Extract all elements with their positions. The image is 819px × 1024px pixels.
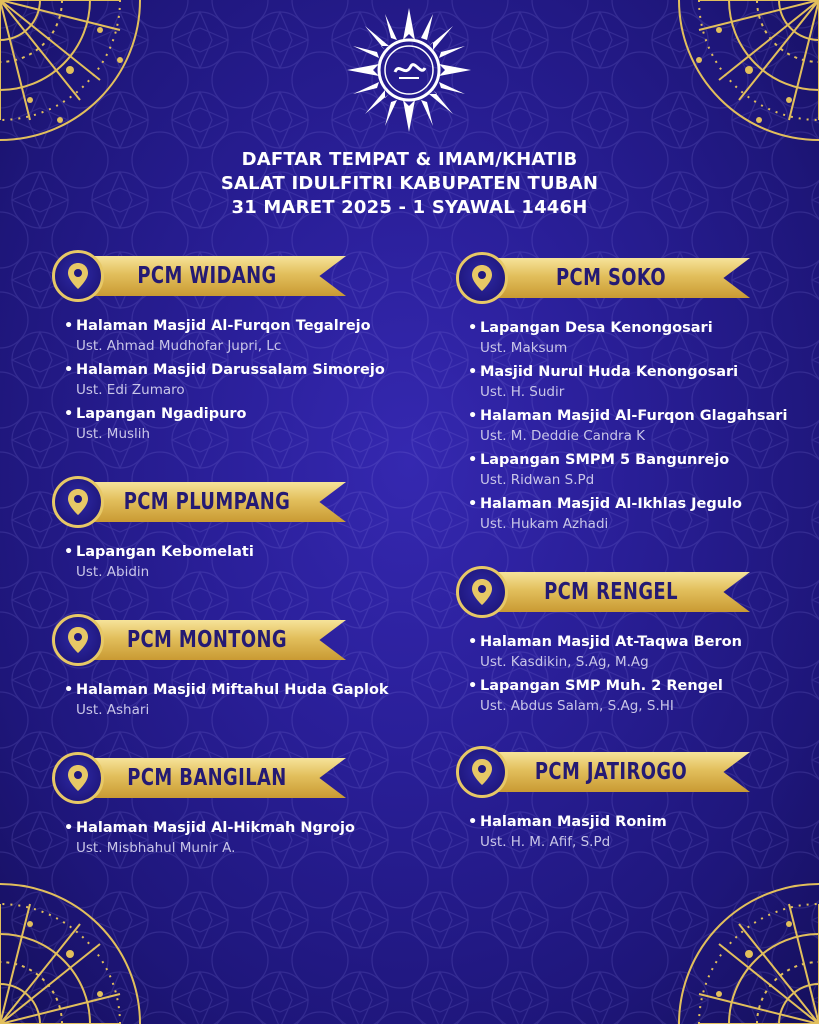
- title-line-2: SALAT IDULFITRI KABUPATEN TUBAN: [220, 173, 599, 194]
- imam-name: Ust. Misbhahul Munir A.: [76, 840, 236, 856]
- place-name: • Halaman Masjid Al-Furqon Glagahsari: [480, 406, 787, 426]
- imam-name: Ust. Muslih: [76, 426, 151, 442]
- location-list: [456, 318, 787, 534]
- imam-name: Ust. Maksum: [480, 340, 568, 356]
- imam-name: Ust. Abidin: [76, 564, 150, 580]
- place-name: • Lapangan Kebomelati: [76, 542, 347, 562]
- section-bangilan: [52, 752, 355, 862]
- location-list: [52, 680, 389, 720]
- section-banner: [52, 476, 347, 528]
- location-pin-icon: [52, 752, 104, 804]
- section-jatirogo: [456, 746, 751, 856]
- gold-mandala-ornament-bottom-right: [669, 874, 819, 1024]
- location-pin-icon: [52, 476, 104, 528]
- list-item: [480, 494, 787, 534]
- section-banner: [456, 566, 751, 618]
- place-name: • Halaman Masjid Al-Furqon Tegalrejo: [76, 316, 385, 336]
- place-name: • Halaman Masjid At-Taqwa Beron: [480, 632, 751, 652]
- gold-mandala-ornament-top-left: [0, 0, 150, 150]
- location-list: [52, 542, 347, 582]
- location-pin-icon: [456, 252, 508, 304]
- location-pin-icon: [52, 614, 104, 666]
- section-banner: [456, 252, 751, 304]
- list-item: [480, 406, 787, 446]
- place-name: • Lapangan SMPM 5 Bangunrejo: [480, 450, 787, 470]
- section-banner: [52, 752, 347, 804]
- section-label: PCM RENGEL: [544, 579, 678, 605]
- list-item: [480, 362, 787, 402]
- section-widang: [52, 250, 385, 448]
- section-label: PCM PLUMPANG: [123, 489, 291, 515]
- place-name: • Halaman Masjid Ronim: [480, 812, 751, 832]
- location-pin-icon: [456, 746, 508, 798]
- location-list: [52, 818, 355, 858]
- location-list: [52, 316, 385, 444]
- place-name: • Halaman Masjid Al-Hikmah Ngrojo: [76, 818, 355, 838]
- page-title: [0, 148, 819, 220]
- muhammadiyah-sun-logo: [345, 6, 473, 134]
- imam-name: Ust. Ahmad Mudhofar Jupri, Lc: [76, 338, 282, 354]
- list-item: [76, 680, 389, 720]
- section-label: PCM SOKO: [555, 265, 667, 291]
- section-plumpang: [52, 476, 347, 586]
- section-soko: [456, 252, 787, 538]
- location-pin-icon: [52, 250, 104, 302]
- location-list: [456, 632, 751, 716]
- imam-name: Ust. Kasdikin, S.Ag, M.Ag: [480, 654, 649, 670]
- imam-name: Ust. Ridwan S.Pd: [480, 472, 595, 488]
- list-item: [480, 812, 751, 852]
- imam-name: Ust. Abdus Salam, S.Ag, S.HI: [480, 698, 674, 714]
- section-label: PCM MONTONG: [126, 627, 288, 653]
- list-item: [76, 316, 385, 356]
- section-label: PCM BANGILAN: [127, 765, 287, 791]
- imam-name: Ust. H. M. Afif, S.Pd: [480, 834, 611, 850]
- section-label: PCM WIDANG: [137, 263, 277, 289]
- title-line-3: 31 MARET 2025 - 1 SYAWAL 1446H: [231, 197, 588, 218]
- place-name: • Halaman Masjid Miftahul Huda Gaplok: [76, 680, 389, 700]
- section-rengel: [456, 566, 751, 720]
- place-name: • Lapangan Desa Kenongosari: [480, 318, 787, 338]
- gold-mandala-ornament-top-right: [669, 0, 819, 150]
- place-name: • Masjid Nurul Huda Kenongosari: [480, 362, 787, 382]
- location-pin-icon: [456, 566, 508, 618]
- place-name: • Halaman Masjid Darussalam Simorejo: [76, 360, 385, 380]
- section-banner: [456, 746, 751, 798]
- section-montong: [52, 614, 389, 724]
- place-name: • Lapangan Ngadipuro: [76, 404, 385, 424]
- list-item: [76, 404, 385, 444]
- list-item: [480, 450, 787, 490]
- list-item: [76, 818, 355, 858]
- title-line-1: DAFTAR TEMPAT & IMAM/KHATIB: [241, 149, 578, 170]
- place-name: • Lapangan SMP Muh. 2 Rengel: [480, 676, 751, 696]
- section-banner: [52, 250, 347, 302]
- gold-mandala-ornament-bottom-left: [0, 874, 150, 1024]
- imam-name: Ust. H. Sudir: [480, 384, 565, 400]
- list-item: [76, 360, 385, 400]
- imam-name: Ust. Ashari: [76, 702, 150, 718]
- section-banner: [52, 614, 347, 666]
- imam-name: Ust. M. Deddie Candra K: [480, 428, 645, 444]
- section-label: PCM JATIROGO: [534, 759, 688, 785]
- place-name: • Halaman Masjid Al-Ikhlas Jegulo: [480, 494, 787, 514]
- imam-name: Ust. Hukam Azhadi: [480, 516, 609, 532]
- list-item: [480, 318, 787, 358]
- list-item: [76, 542, 347, 582]
- imam-name: Ust. Edi Zumaro: [76, 382, 185, 398]
- list-item: [480, 676, 751, 716]
- location-list: [456, 812, 751, 852]
- list-item: [480, 632, 751, 672]
